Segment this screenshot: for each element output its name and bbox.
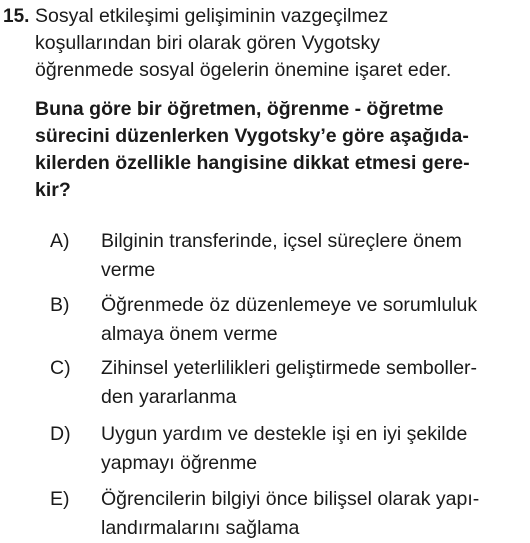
- option-d[interactable]: [35, 420, 525, 476]
- option-line: verme: [101, 259, 156, 281]
- stem-line: öğrenmede sosyal ögelerin önemine işaret eder.: [35, 59, 452, 81]
- option-letter: C): [50, 357, 71, 379]
- option-a[interactable]: [35, 227, 525, 283]
- prompt-line: kilerden özellikle hangisine dikkat etmesi gere-: [35, 152, 470, 174]
- option-letter: D): [50, 423, 71, 445]
- option-line: landırmalarını sağlama: [101, 517, 300, 539]
- prompt-line: Buna göre bir öğretmen, öğrenme - öğretme: [35, 98, 444, 120]
- question-stem: [35, 3, 525, 84]
- question-prompt: [35, 96, 525, 204]
- option-line: Bilginin transferinde, içsel süreçlere önem: [101, 230, 462, 252]
- option-letter: E): [50, 488, 70, 510]
- question-number: 15.: [3, 6, 30, 27]
- option-letter: B): [50, 294, 70, 316]
- option-c[interactable]: [35, 354, 525, 410]
- option-text: [101, 420, 521, 478]
- option-line: Öğrencilerin bilgiyi önce bilişsel olarak yapı-: [101, 488, 480, 510]
- option-e[interactable]: [35, 485, 525, 541]
- prompt-line: sürecini düzenlerken Vygotsky’e göre aşağıda-: [35, 125, 469, 147]
- stem-line: Sosyal etkileşimi gelişiminin vazgeçilmez: [35, 5, 389, 27]
- option-letter: A): [50, 230, 70, 252]
- option-text: [101, 227, 521, 285]
- option-text: [101, 354, 521, 412]
- prompt-line: kir?: [35, 179, 71, 201]
- option-line: Zihinsel yeterlilikleri geliştirmede semboller-: [101, 357, 478, 379]
- option-text: [101, 485, 521, 543]
- stem-line: koşullarından biri olarak gören Vygotsky: [35, 32, 381, 54]
- option-text: [101, 291, 521, 349]
- option-line: den yararlanma: [101, 386, 237, 408]
- option-line: yapmayı öğrenme: [101, 452, 258, 474]
- option-line: almaya önem verme: [101, 323, 278, 345]
- option-line: Öğrenmede öz düzenlemeye ve sorumluluk: [101, 294, 478, 316]
- option-line: Uygun yardım ve destekle işi en iyi şekilde: [101, 423, 468, 445]
- option-b[interactable]: [35, 291, 525, 347]
